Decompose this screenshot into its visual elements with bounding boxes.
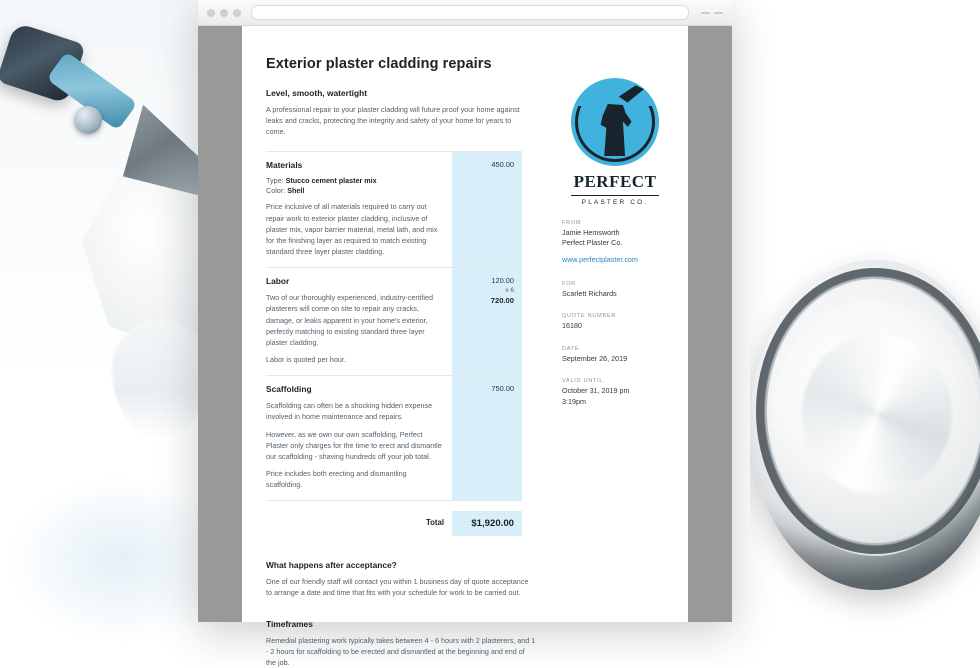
logo-wordmark: PERFECT bbox=[573, 172, 657, 191]
from-block bbox=[562, 220, 668, 267]
line-item-title: Labor bbox=[266, 276, 290, 287]
company-logo bbox=[567, 78, 663, 206]
browser-titlebar bbox=[198, 0, 732, 26]
logo-subtitle: PLASTER CO. bbox=[581, 199, 649, 206]
window-controls[interactable] bbox=[207, 9, 241, 17]
line-item-title: Materials bbox=[266, 160, 303, 171]
line-item-title: Scaffolding bbox=[266, 384, 312, 395]
document-sidebar bbox=[562, 78, 668, 407]
total-row bbox=[266, 511, 522, 536]
for-client: Scarlett Richards bbox=[562, 288, 617, 298]
total-label: Total bbox=[425, 518, 444, 528]
date-block bbox=[562, 346, 668, 364]
line-item-amount-cell bbox=[452, 376, 522, 500]
line-item-description: Labor is quoted per hour. bbox=[266, 355, 346, 365]
line-item-rate: 120.00 bbox=[491, 276, 514, 286]
quote-number-label: QUOTE NUMBER bbox=[562, 313, 617, 320]
maximize-dot[interactable] bbox=[233, 9, 241, 17]
valid-until-value: October 31, 2019 pm bbox=[562, 386, 630, 396]
line-item-details bbox=[266, 268, 452, 375]
menu-icon-2[interactable] bbox=[714, 12, 723, 14]
line-item-description: Price inclusive of all materials required to carry out repair work to exterior plaster cladding, inclusive of plaster mix, vapor barrier material, metal lath, and mix for the finishing layer as required to match existing standard three layer plaster cladding. bbox=[266, 202, 438, 257]
intro-body: A professional repair to your plaster cladding will future proof your home against leaks and cracks, protecting the integrity and safety of your home for years to come. bbox=[266, 105, 520, 137]
logo-badge-icon bbox=[571, 78, 659, 166]
line-item-spec bbox=[266, 186, 444, 195]
from-label: FROM bbox=[562, 220, 582, 226]
from-person: Jamie Hemsworth bbox=[562, 228, 620, 237]
plaster-bucket-photo bbox=[750, 240, 980, 643]
plaster-drip bbox=[112, 320, 208, 440]
quote-number-block bbox=[562, 313, 668, 331]
bucket-rim-inner bbox=[764, 276, 980, 546]
for-label: FOR bbox=[562, 280, 576, 287]
spec-label: Type: bbox=[266, 176, 284, 186]
spec-value: Shell bbox=[287, 186, 305, 196]
valid-until-block bbox=[562, 378, 668, 407]
quote-document bbox=[242, 56, 688, 668]
line-item-description: Price includes both erecting and dismantling scaffolding. bbox=[266, 468, 407, 490]
logo-divider bbox=[571, 195, 659, 196]
date-value: September 26, 2019 bbox=[562, 353, 628, 363]
section-spacer bbox=[266, 605, 522, 619]
from-website-link[interactable]: www.perfectplaster.com bbox=[562, 254, 638, 264]
timeframes-section bbox=[266, 619, 536, 668]
quote-number-value: 16180 bbox=[562, 321, 582, 331]
quote-page bbox=[242, 26, 688, 667]
line-item-quantity: x 6 bbox=[505, 286, 514, 294]
line-item-amount: 720.00 bbox=[490, 296, 514, 306]
menu-icon[interactable] bbox=[701, 12, 710, 14]
line-item-row bbox=[266, 375, 522, 501]
from-company: Perfect Plaster Co. bbox=[562, 238, 623, 248]
spec-label: Color: bbox=[266, 186, 286, 196]
line-item-spec bbox=[266, 176, 444, 185]
browser-window bbox=[198, 0, 732, 667]
toolbar-icons bbox=[701, 12, 723, 14]
line-items-table bbox=[266, 151, 522, 501]
line-item-row bbox=[266, 267, 522, 375]
line-item-description: Two of our thoroughly experienced, industry-certified plasterers will come on site to repair any cracks, damage, or leaks apparent in your home's exterior, perfectly matching to existing standard three layer plaster cladding. bbox=[266, 293, 433, 347]
date-label: DATE bbox=[562, 345, 580, 352]
section-body: One of our friendly staff will contact you within 1 business day of quote acceptance to arrange a date and time that fits with your schedule for work to be carried out. bbox=[266, 577, 529, 598]
total-amount: $1,920.00 bbox=[452, 511, 522, 536]
line-item-rate: 750.00 bbox=[491, 384, 514, 394]
section-heading: What happens after acceptance? bbox=[266, 560, 397, 571]
line-item-description: Scaffolding can often be a shocking hidden expense involved in home maintenance and repairs. bbox=[266, 401, 433, 422]
valid-until-time: 3:19pm bbox=[562, 396, 586, 406]
browser-viewport bbox=[198, 26, 732, 667]
close-dot[interactable] bbox=[207, 9, 215, 17]
section-heading: Timeframes bbox=[266, 618, 313, 629]
minimize-dot[interactable] bbox=[220, 9, 228, 17]
page-title: Exterior plaster cladding repairs bbox=[266, 56, 492, 72]
line-item-row bbox=[266, 151, 522, 267]
line-item-amount-cell bbox=[452, 152, 522, 267]
after-acceptance-section bbox=[266, 560, 536, 598]
spec-value: Stucco cement plaster mix bbox=[285, 176, 377, 186]
document-body bbox=[266, 56, 536, 668]
valid-until-label: VALID UNTIL, bbox=[562, 378, 606, 385]
address-bar[interactable] bbox=[251, 5, 689, 20]
line-item-description: However, as we own our own scaffolding, Perfect Plaster only charges for the time to erect and dismantle our scaffolding - shaving hundreds off your job total. bbox=[266, 429, 442, 461]
trowel-knob bbox=[74, 106, 102, 134]
line-item-details bbox=[266, 152, 452, 267]
section-body: Remedial plastering work typically takes between 4 - 6 hours with 2 plasterers, and 1 - 2 hours for scaffolding to be erected and dismantled at the beginning and end of the job. bbox=[266, 635, 536, 667]
intro-heading: Level, smooth, watertight bbox=[266, 88, 367, 98]
line-item-amount-cell bbox=[452, 268, 522, 375]
line-item-rate: 450.00 bbox=[491, 160, 514, 170]
for-block bbox=[562, 281, 668, 299]
line-item-details bbox=[266, 376, 452, 500]
